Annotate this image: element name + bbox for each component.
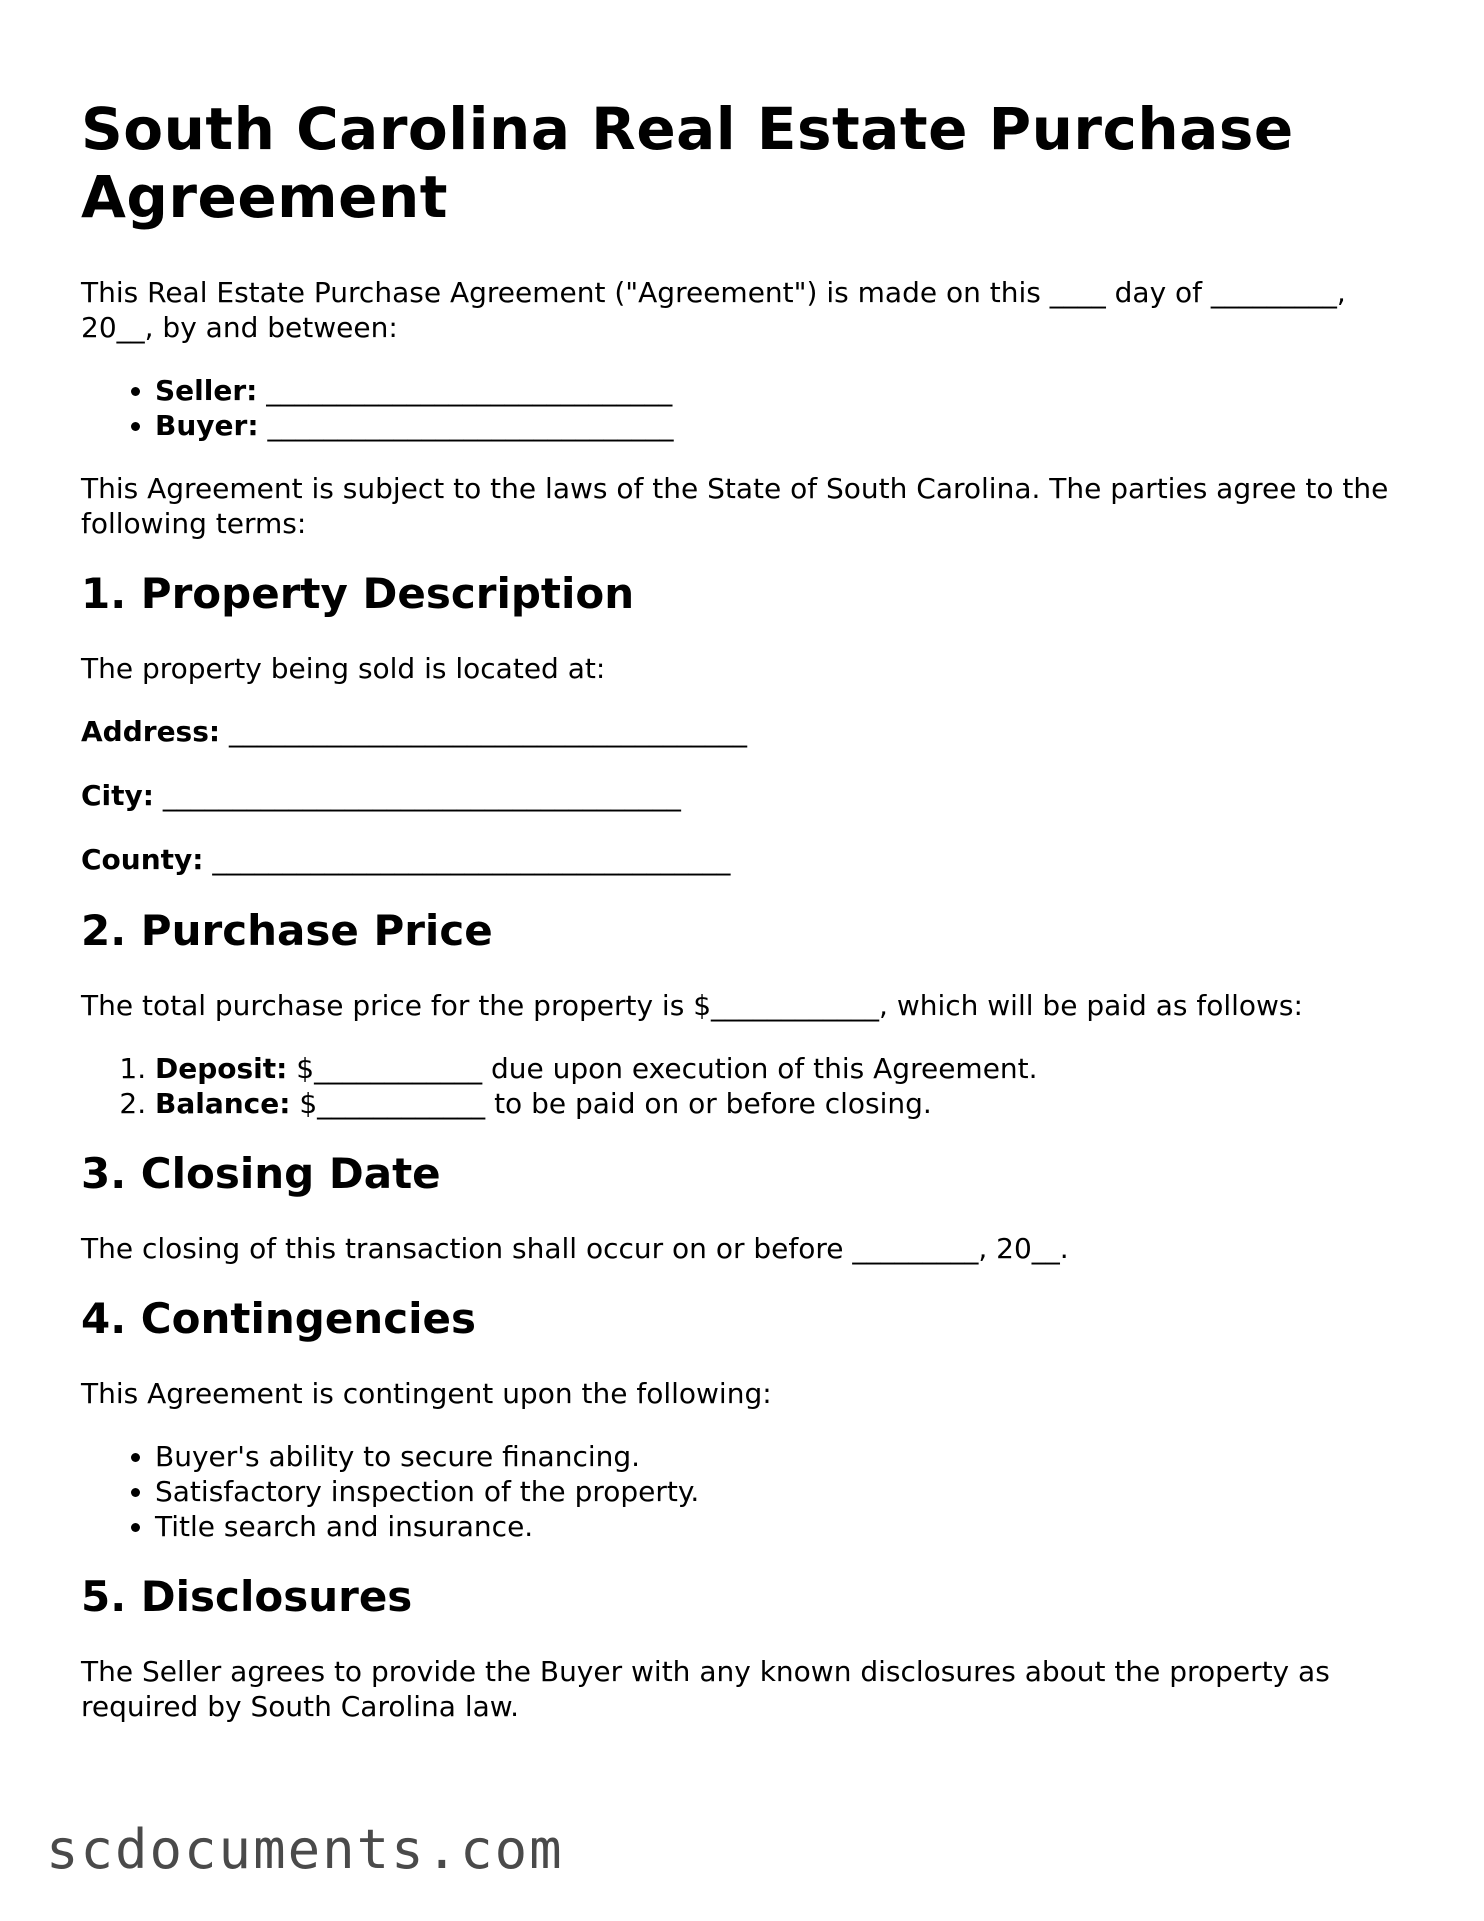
payment-list bbox=[81, 1051, 1411, 1121]
contingencies-list bbox=[81, 1439, 1411, 1544]
party-blank: _____________________________ bbox=[266, 374, 673, 407]
party-label: Buyer: bbox=[155, 409, 259, 442]
section-contingencies bbox=[81, 1294, 1411, 1544]
intro-paragraph: This Real Estate Purchase Agreement ("Agreement") is made on this ____ day of _________, 20__, by and between: bbox=[81, 276, 1346, 344]
field-label: County: bbox=[81, 843, 204, 876]
payment-text: $____________ due upon execution of this Agreement. bbox=[287, 1052, 1038, 1085]
field-label: Address: bbox=[81, 715, 221, 748]
field-blank: _____________________________________ bbox=[212, 843, 731, 876]
section-text: This Agreement is contingent upon the following: bbox=[81, 1377, 772, 1410]
section-price bbox=[81, 906, 1411, 1121]
laws-paragraph: This Agreement is subject to the laws of the State of South Carolina. The parties agree to the following terms: bbox=[81, 472, 1389, 540]
watermark: scdocuments.com bbox=[46, 1818, 564, 1881]
payment-item-deposit bbox=[155, 1051, 1411, 1086]
payment-label: Deposit: bbox=[155, 1052, 288, 1085]
section-heading: 2. Purchase Price bbox=[81, 906, 493, 955]
section-heading: 4. Contingencies bbox=[81, 1294, 476, 1343]
document-page bbox=[81, 95, 1411, 1752]
list-item: • Title search and insurance. bbox=[155, 1509, 1411, 1544]
section-text: The closing of this transaction shall occur on or before _________, 20__. bbox=[81, 1232, 1069, 1265]
payment-item-balance bbox=[155, 1086, 1411, 1121]
payment-text: $____________ to be paid on or before closing. bbox=[290, 1087, 932, 1120]
section-heading: 5. Disclosures bbox=[81, 1572, 413, 1621]
field-blank: _____________________________________ bbox=[162, 779, 681, 812]
field-label: City: bbox=[81, 779, 154, 812]
list-item: • Buyer's ability to secure financing. bbox=[155, 1439, 1411, 1474]
section-property bbox=[81, 569, 1411, 877]
address-field bbox=[81, 714, 1411, 749]
party-buyer bbox=[155, 408, 1411, 443]
city-field bbox=[81, 778, 1411, 813]
section-text: The Seller agrees to provide the Buyer with any known disclosures about the property as required by South Carolina law. bbox=[81, 1655, 1330, 1723]
party-label: Seller: bbox=[155, 374, 258, 407]
list-item: • Satisfactory inspection of the property. bbox=[155, 1474, 1411, 1509]
section-closing bbox=[81, 1149, 1411, 1266]
section-heading: 1. Property Description bbox=[81, 569, 635, 618]
section-text: The property being sold is located at: bbox=[81, 652, 606, 685]
section-disclosures bbox=[81, 1572, 1411, 1724]
party-blank: _____________________________ bbox=[267, 409, 674, 442]
parties-list bbox=[81, 373, 1411, 443]
section-heading: 3. Closing Date bbox=[81, 1149, 441, 1198]
field-blank: _____________________________________ bbox=[229, 715, 747, 748]
party-seller bbox=[155, 373, 1411, 408]
county-field bbox=[81, 842, 1411, 877]
section-text: The total purchase price for the property is $____________, which will be paid as follows: bbox=[81, 989, 1303, 1022]
document-title: South Carolina Real Estate Purchase Agreement bbox=[81, 95, 1294, 231]
payment-label: Balance: bbox=[155, 1087, 291, 1120]
